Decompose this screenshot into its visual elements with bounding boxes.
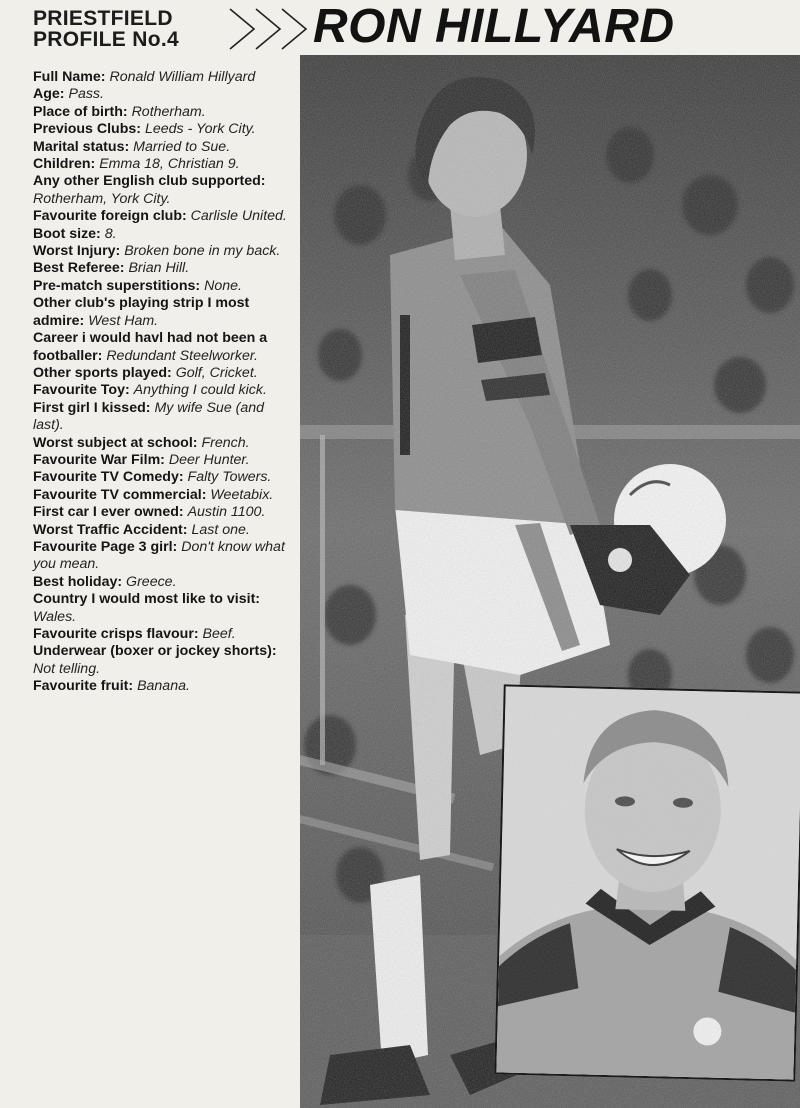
profile-label: Favourite TV commercial:	[33, 486, 207, 503]
profile-label: Place of birth:	[33, 103, 128, 120]
profile-value: Redundant Steelworker.	[106, 347, 258, 364]
profile-entry	[33, 504, 295, 521]
triple-chevron-right-icon	[228, 5, 318, 53]
profile-entry	[33, 452, 295, 469]
profile-label: Worst Traffic Accident:	[33, 521, 188, 538]
profile-label: Best Referee:	[33, 260, 125, 277]
profile-label: Favourite fruit:	[33, 678, 134, 695]
series-title	[33, 8, 179, 50]
profile-label: Pre-match superstitions:	[33, 277, 201, 294]
profile-entry	[33, 104, 295, 121]
profile-value: Anything I could kick.	[133, 382, 267, 399]
profile-value: Austin 1100.	[187, 504, 266, 521]
profile-value: Married to Sue.	[133, 138, 231, 155]
profile-label: Favourite crisps flavour:	[33, 626, 199, 642]
profile-entry	[33, 330, 295, 365]
profile-label: First car I ever owned:	[33, 504, 184, 521]
profile-label: Worst subject at school:	[33, 434, 198, 451]
profile-value: Banana.	[137, 678, 190, 695]
profile-value: Emma 18, Christian 9.	[99, 156, 240, 173]
profile-label: Career i would havl had not been a footballer:	[33, 330, 268, 364]
profile-label: Country I would most like to visit:	[33, 591, 261, 608]
profile-label: Marital status:	[33, 138, 130, 155]
profile-value: Ronald William Hillyard	[109, 69, 256, 85]
profile-entry	[33, 435, 295, 452]
profile-value: 8.	[104, 225, 117, 242]
profile-value: Last one.	[191, 521, 250, 538]
profile-label: Children:	[33, 156, 96, 173]
profile-label: Favourite foreign club:	[33, 208, 187, 225]
profile-entry	[33, 522, 295, 539]
profile-label: Favourite Toy:	[33, 382, 130, 399]
profile-value: Deer Hunter.	[168, 451, 250, 468]
profile-value: Pass.	[68, 86, 104, 103]
profile-entry	[33, 278, 295, 295]
profile-value: Leeds - York City.	[144, 121, 256, 138]
profile-label: First girl I kissed:	[33, 399, 151, 416]
profile-label: Full Name:	[33, 69, 106, 85]
profile-value: French.	[201, 434, 250, 451]
profile-value: Falty Towers.	[187, 469, 272, 486]
profile-entry	[33, 643, 295, 678]
profile-value: Golf, Cricket.	[175, 364, 258, 381]
profile-label: Other club's playing strip I most admire:	[33, 295, 250, 329]
profile-label: Worst Injury:	[33, 243, 121, 260]
profile-label: Other sports played:	[33, 364, 172, 381]
profile-value: None.	[204, 277, 242, 294]
profile-value: Rotherham, York City.	[33, 190, 171, 207]
profile-value: Not telling.	[33, 660, 101, 677]
profile-entry	[33, 574, 295, 591]
profile-entry	[33, 173, 295, 208]
profile-entry	[33, 678, 295, 695]
profile-entry	[33, 382, 295, 399]
profile-label: Underwear (boxer or jockey shorts):	[33, 643, 277, 660]
profile-entry	[33, 260, 295, 277]
profile-value: Carlisle United.	[190, 208, 287, 225]
profile-value: Broken bone in my back.	[124, 243, 281, 260]
profile-entry	[33, 400, 295, 435]
profile-entry	[33, 139, 295, 156]
player-name: RON HILLYARD	[313, 0, 675, 53]
profile-entry	[33, 487, 295, 504]
series-title-line1: PRIESTFIELD	[33, 7, 173, 30]
profile-entry	[33, 69, 295, 86]
profile-entry	[33, 121, 295, 138]
profile-entry	[33, 243, 295, 260]
profile-value: Greece.	[126, 573, 177, 590]
profile-entry	[33, 626, 295, 643]
profile-entry	[33, 365, 295, 382]
profile-entry	[33, 156, 295, 173]
profile-list	[33, 69, 295, 696]
profile-value: Weetabix.	[210, 486, 274, 503]
profile-value: West Ham.	[88, 312, 159, 329]
profile-entry	[33, 539, 295, 574]
profile-label: Best holiday:	[33, 573, 123, 590]
profile-entry	[33, 86, 295, 103]
profile-entry	[33, 591, 295, 626]
profile-label: Age:	[33, 86, 65, 103]
profile-entry	[33, 295, 295, 330]
profile-value: Brian Hill.	[128, 260, 190, 277]
profile-value: Wales.	[33, 608, 77, 625]
profile-label: Favourite Page 3 girl:	[33, 538, 178, 555]
profile-entry	[33, 226, 295, 243]
profile-label: Previous Clubs:	[33, 121, 142, 138]
profile-label: Favourite War Film:	[33, 451, 165, 468]
profile-value: Rotherham.	[131, 103, 206, 120]
series-title-line2: PROFILE No.4	[33, 28, 179, 51]
profile-entry	[33, 469, 295, 486]
profile-entry	[33, 208, 295, 225]
profile-label: Boot size:	[33, 225, 101, 242]
profile-value: Don't know what you mean.	[33, 538, 285, 573]
profile-label: Favourite TV Comedy:	[33, 469, 184, 486]
profile-label: Any other English club supported:	[33, 173, 266, 190]
profile-value: My wife Sue (and last).	[33, 399, 265, 434]
headshot-portrait-photo	[494, 684, 800, 1081]
profile-value: Beef.	[202, 626, 236, 642]
